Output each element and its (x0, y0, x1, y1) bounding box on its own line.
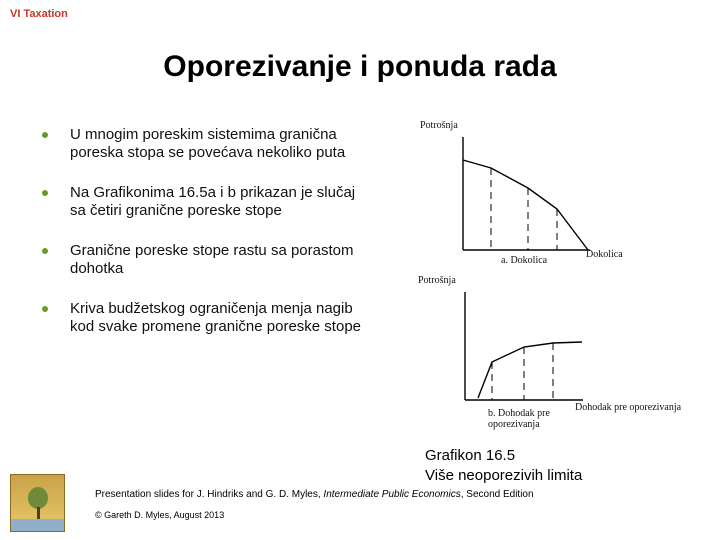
figure-b-y-label: Potrošnja (418, 275, 456, 286)
figure-b-caption: b. Dohodak pre oporezivanja (488, 408, 550, 430)
footer-copyright: © Gareth D. Myles, August 2013 (95, 510, 225, 520)
bullet-item: Granične poreske stope rastu sa porastom dohotka (36, 242, 366, 278)
figure-b-budget-curve (478, 342, 582, 398)
footer-credit (95, 489, 534, 500)
figure-caption-title: Više neoporezivih limita (425, 467, 583, 484)
figure-caption (425, 446, 582, 486)
slide-title: Oporezivanje i ponuda rada (163, 50, 557, 83)
figure-caption-number: Grafikon 16.5 (425, 447, 516, 464)
section-tag: VI Taxation (10, 8, 68, 20)
bullet-item: Kriva budžetskog ograničenja menja nagib kod svake promene granične poreske stope (36, 300, 366, 336)
bullet-item: Na Grafikonima 16.5a i b prikazan je slučaj sa četiri granične poreske stope (36, 184, 366, 220)
footer-credit-suffix: , Second Edition (460, 489, 534, 500)
figure-a-x-label: Dokolica (586, 249, 623, 260)
footer-credit-prefix: Presentation slides for J. Hindriks and G. D. Myles, (95, 489, 324, 500)
book-cover-image (10, 474, 65, 532)
figure-b-x-label: Dohodak pre oporezivanja (575, 402, 682, 413)
figure-a-caption: a. Dokolica (501, 255, 548, 266)
bullet-item: U mnogim poreskim sistemima granična poreska stopa se povećava nekoliko puta (36, 126, 366, 162)
figure-a-y-label: Potrošnja (420, 120, 458, 131)
footer-book-title: Intermediate Public Economics (323, 489, 461, 500)
